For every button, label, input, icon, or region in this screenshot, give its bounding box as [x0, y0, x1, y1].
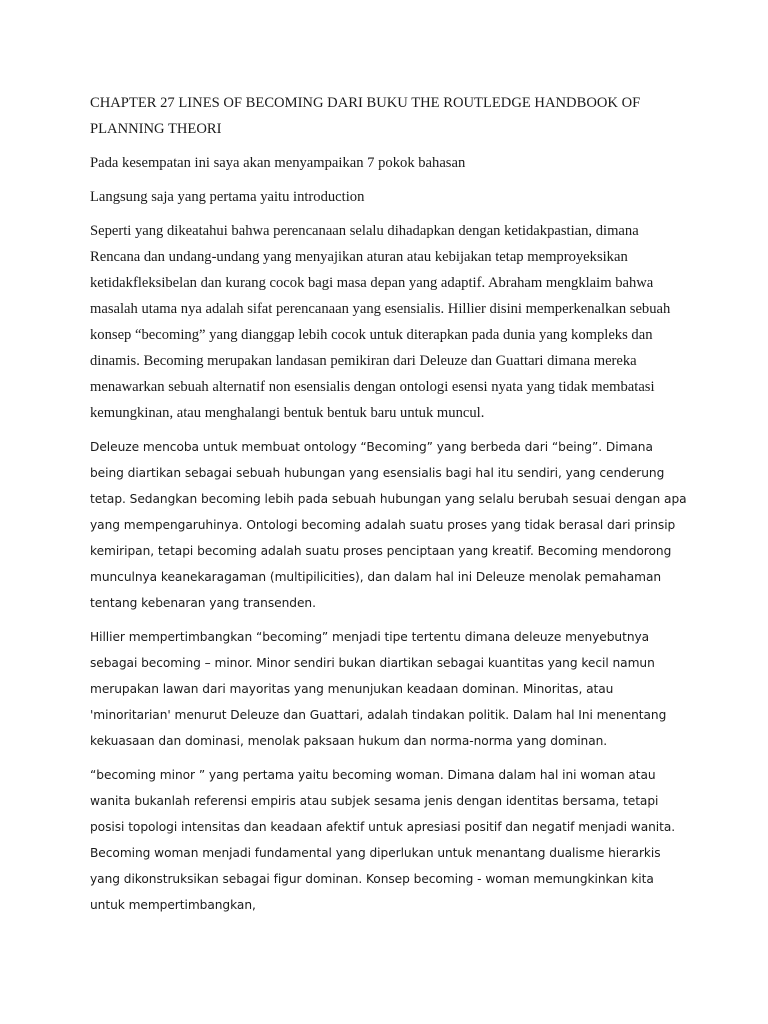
paragraph-4: “becoming minor ” yang pertama yaitu becoming woman. Dimana dalam hal ini woman atau wanita bukanlah referensi empiris atau subjek sesama jenis dengan identitas bersama, tetapi posisi topologi intensitas dan keadaan afektif untuk apresiasi positif dan negatif menjadi wanita. Becoming woman menjadi fundamental yang diperlukan untuk menantang dualisme hierarkis yang dikonstruksikan sebagai figur dominan. Konsep becoming - woman memungkinkan kita untuk mempertimbangkan, — [90, 768, 676, 912]
paragraph-2: Deleuze mencoba untuk membuat ontology “Becoming” yang berbeda dari “being”. Dimana being diartikan sebagai sebuah hubungan yang esensialis bagi hal itu sendiri, yang cenderung tetap. Sedangkan becoming lebih pada sebuah hubungan yang selalu berubah sesuai dengan apa yang mempengaruhinya. Ontologi becoming adalah suatu proses yang tidak berasal dari prinsip kemiripan, tetapi becoming adalah suatu proses penciptaan yang kreatif. Becoming mendorong munculnya keanekaragaman (multipilicities), dan dalam hal ini Deleuze menolak pemahaman tentang kebenaran yang transenden. — [90, 440, 687, 610]
paragraph-3: Hillier mempertimbangkan “becoming” menjadi tipe tertentu dimana deleuze menyebutnya sebagai becoming – minor. Minor sendiri bukan diartikan sebagai kuantitas yang kecil namun merupakan lawan dari mayoritas yang menunjukan keadaan dominan. Minoritas, atau 'minoritarian' menurut Deleuze dan Guattari, adalah tindakan politik. Dalam hal Ini menentang kekuasaan dan dominasi, menolak paksaan hukum dan norma-norma yang dominan. — [90, 630, 667, 748]
intro-line-2: Langsung saja yang pertama yaitu introduction — [90, 189, 365, 205]
paragraph-1: Seperti yang dikeatahui bahwa perencanaan selalu dihadapkan dengan ketidakpastian, dimana Rencana dan undang-undang yang menyajikan aturan atau kebijakan tetap memproyeksikan ketidakfleksibelan dan kurang cocok bagi masa depan yang adaptif. Abraham mengklaim bahwa masalah utama nya adalah sifat perencanaan yang esensialis. Hillier disini memperkenalkan sebuah konsep “becoming” yang dianggap lebih cocok untuk diterapkan pada dunia yang kompleks dan dinamis. Becoming merupakan landasan pemikiran dari Deleuze dan Guattari dimana mereka menawarkan sebuah alternatif non esensialis dengan ontologi esensi nyata yang tidak membatasi kemungkinan, atau menghalangi bentuk bentuk baru untuk muncul. — [90, 223, 671, 421]
intro-line-1: Pada kesempatan ini saya akan menyampaikan 7 pokok bahasan — [90, 155, 466, 171]
document-title: CHAPTER 27 LINES OF BECOMING DARI BUKU THE ROUTLEDGE HANDBOOK OF PLANNING THEORI — [90, 95, 641, 137]
document-page — [90, 90, 690, 926]
